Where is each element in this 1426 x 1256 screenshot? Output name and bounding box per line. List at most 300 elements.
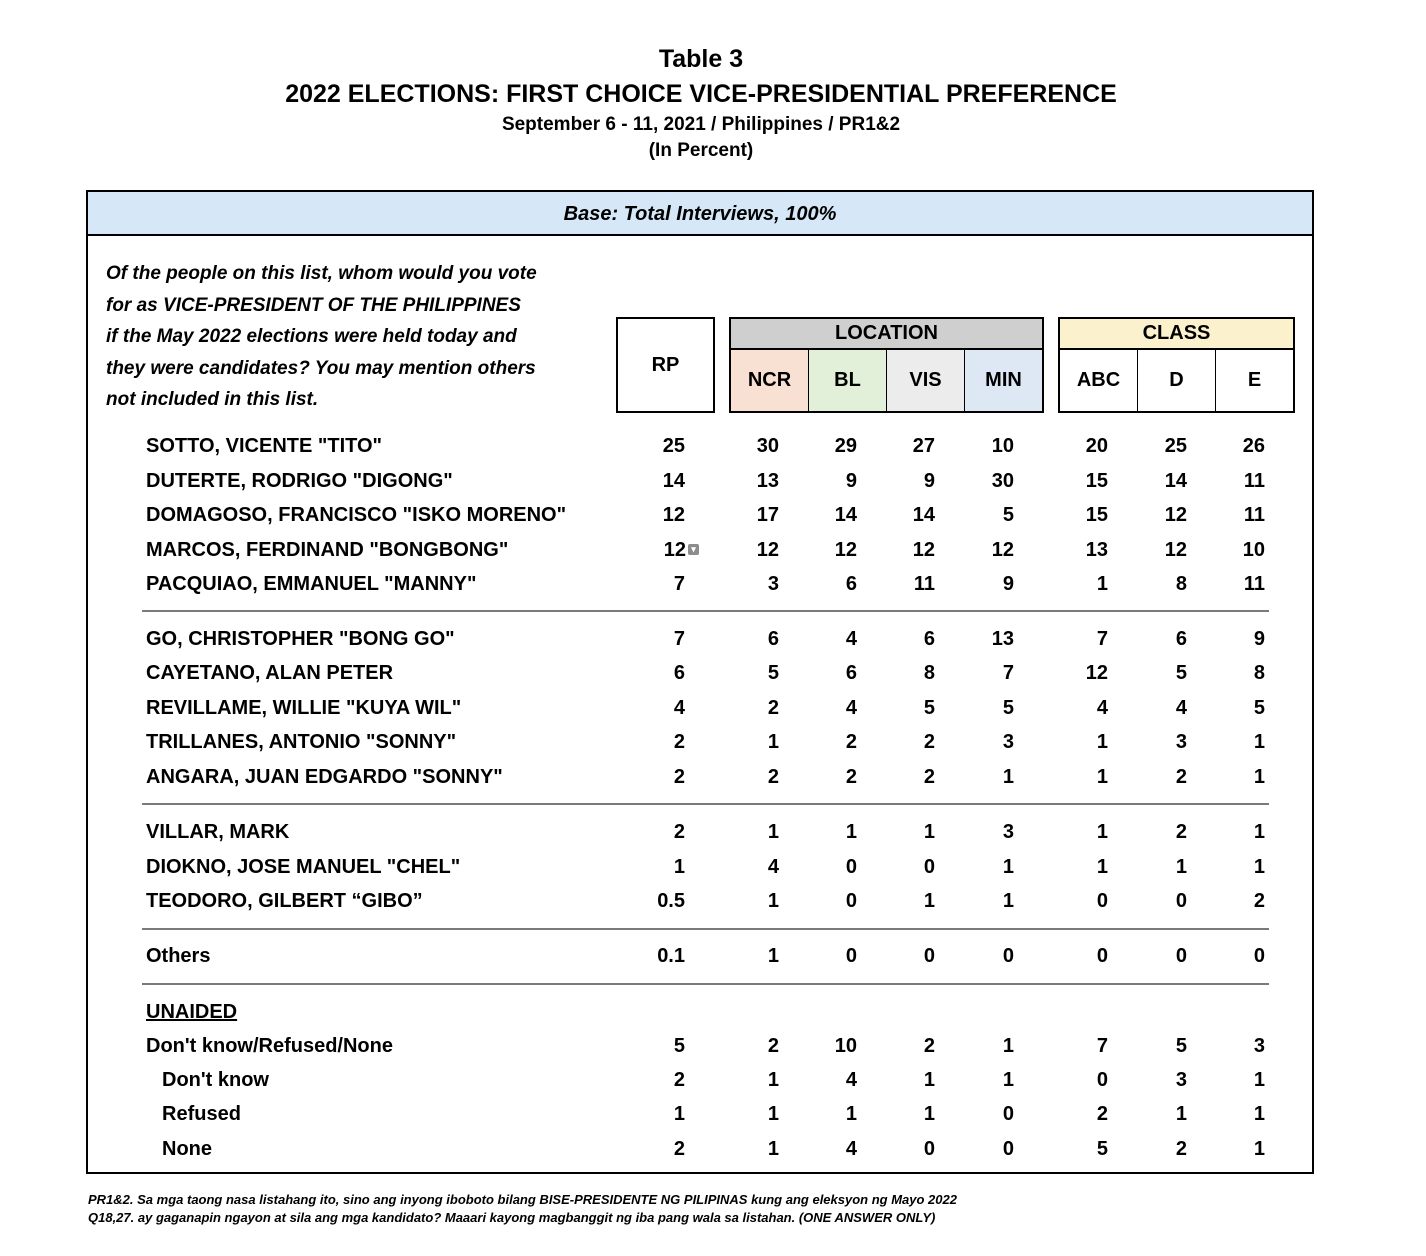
cell-value: 2	[1175, 766, 1187, 788]
cell-value: 2	[845, 766, 857, 788]
d-header: D	[1138, 350, 1216, 411]
value-e	[1205, 693, 1265, 723]
cell-value: 1	[845, 1103, 857, 1125]
value-bl	[797, 500, 857, 530]
cell-value: 4	[845, 1138, 857, 1160]
ncr-header: NCR	[731, 350, 809, 411]
value-min	[954, 431, 1014, 461]
footnote	[88, 1191, 957, 1227]
question-line: not included in this list.	[106, 389, 319, 410]
cell-value: 1	[1253, 821, 1265, 843]
cell-value: 3	[1253, 1035, 1265, 1057]
question-line: they were candidates? You may mention others	[106, 357, 536, 379]
cell-value: 1	[1253, 1103, 1265, 1125]
value-e	[1205, 852, 1265, 882]
row-label: VILLAR, MARK	[146, 821, 290, 843]
cell-value: 7	[673, 573, 685, 595]
table-row	[0, 852, 1426, 882]
table-row	[0, 1099, 1426, 1129]
value-min	[954, 886, 1014, 916]
value-rp	[625, 624, 685, 654]
cell-value: 1	[673, 856, 685, 878]
cell-value: 7	[1096, 628, 1108, 650]
value-ncr	[719, 1134, 779, 1164]
cell-value: 15	[1085, 504, 1108, 526]
cell-value: 5	[1002, 504, 1014, 526]
value-ncr	[719, 431, 779, 461]
value-bl	[797, 693, 857, 723]
cell-value: 1	[1002, 890, 1014, 912]
table-row	[0, 693, 1426, 723]
cell-value: 2	[923, 766, 935, 788]
cell-value: 6	[767, 628, 779, 650]
value-ncr	[719, 852, 779, 882]
cell-value: 0	[1002, 1103, 1014, 1125]
value-min	[954, 727, 1014, 757]
value-min	[954, 569, 1014, 599]
table-row	[0, 500, 1426, 530]
abc-header: ABC	[1060, 350, 1138, 411]
cell-value: 1	[767, 1138, 779, 1160]
cell-value: 13	[991, 628, 1014, 650]
value-vis	[875, 817, 935, 847]
cell-value: 1	[1002, 1035, 1014, 1057]
value-vis	[875, 500, 935, 530]
value-bl	[797, 852, 857, 882]
cell-value: 0	[1002, 1138, 1014, 1160]
cell-value: 3	[1002, 731, 1014, 753]
cell-value: 7	[1096, 1035, 1108, 1057]
value-bl	[797, 535, 857, 565]
value-min	[954, 1099, 1014, 1129]
value-d	[1127, 1134, 1187, 1164]
cell-value: 2	[673, 1138, 685, 1160]
value-min	[954, 817, 1014, 847]
value-vis	[875, 624, 935, 654]
value-vis	[875, 852, 935, 882]
table-row	[0, 431, 1426, 461]
row-label: SOTTO, VICENTE "TITO"	[146, 435, 383, 457]
unit-label: (In Percent)	[648, 140, 754, 161]
value-rp	[625, 658, 685, 688]
cell-value: 14	[912, 504, 935, 526]
value-bl	[797, 941, 857, 971]
table-row	[0, 941, 1426, 971]
cell-value: 2	[673, 766, 685, 788]
cell-value: 1	[923, 890, 935, 912]
table-row	[0, 569, 1426, 599]
question-line: if the May 2022 elections were held today and	[106, 326, 517, 347]
cell-value: 4	[845, 1069, 857, 1091]
value-e	[1205, 817, 1265, 847]
row-label: None	[162, 1138, 212, 1160]
value-min	[954, 762, 1014, 792]
value-ncr	[719, 535, 779, 565]
value-d	[1127, 535, 1187, 565]
value-abc	[1048, 1031, 1108, 1061]
cell-value: 25	[1164, 435, 1187, 457]
cell-value: 2	[1253, 890, 1265, 912]
cell-value: 9	[1002, 573, 1014, 595]
cell-value: 12	[834, 539, 857, 561]
cell-value: 10	[991, 435, 1014, 457]
cell-value: 30	[991, 470, 1014, 492]
value-rp	[625, 941, 685, 971]
table-row	[0, 658, 1426, 688]
cell-value: 7	[673, 628, 685, 650]
cell-value: 5	[923, 697, 935, 719]
cell-value: 0	[1175, 945, 1187, 967]
value-e	[1205, 1099, 1265, 1129]
table-row	[0, 624, 1426, 654]
value-d	[1127, 727, 1187, 757]
row-group-divider	[142, 983, 1269, 985]
value-bl	[797, 431, 857, 461]
cell-value: 1	[845, 821, 857, 843]
value-e	[1205, 500, 1265, 530]
value-abc	[1048, 693, 1108, 723]
cell-value: 20	[1085, 435, 1108, 457]
row-label: CAYETANO, ALAN PETER	[146, 662, 394, 684]
cell-value: 1	[1175, 1103, 1187, 1125]
value-min	[954, 1031, 1014, 1061]
cell-value: 2	[673, 821, 685, 843]
row-group-divider	[142, 803, 1269, 805]
rp-header: RP	[651, 353, 680, 376]
value-vis	[875, 693, 935, 723]
value-d	[1127, 658, 1187, 688]
value-vis	[875, 727, 935, 757]
row-label: TRILLANES, ANTONIO "SONNY"	[146, 731, 457, 753]
cell-value: 2	[673, 1069, 685, 1091]
value-rp	[625, 1134, 685, 1164]
cell-value: 1	[1253, 766, 1265, 788]
value-ncr	[719, 658, 779, 688]
value-ncr	[719, 1065, 779, 1095]
value-abc	[1048, 500, 1108, 530]
value-abc	[1048, 658, 1108, 688]
value-abc	[1048, 535, 1108, 565]
row-label: Refused	[162, 1103, 241, 1125]
value-rp	[625, 466, 685, 496]
cell-value: 1	[1253, 1138, 1265, 1160]
value-min	[954, 1065, 1014, 1095]
row-label: DOMAGOSO, FRANCISCO "ISKO MORENO"	[146, 504, 567, 526]
value-bl	[797, 466, 857, 496]
cell-value: 8	[923, 662, 935, 684]
value-vis	[875, 1065, 935, 1095]
base-label: Base: Total Interviews, 100%	[88, 192, 1312, 236]
value-d	[1127, 852, 1187, 882]
value-bl	[797, 658, 857, 688]
cell-value: 1	[767, 1103, 779, 1125]
cell-value: 1	[1096, 573, 1108, 595]
cell-value: 2	[923, 1035, 935, 1057]
value-e	[1205, 727, 1265, 757]
value-bl	[797, 762, 857, 792]
cell-value: 4	[845, 628, 857, 650]
row-label: GO, CHRISTOPHER "BONG GO"	[146, 628, 455, 650]
row-label: UNAIDED	[146, 1001, 238, 1023]
cell-value: 1	[767, 945, 779, 967]
value-abc	[1048, 1134, 1108, 1164]
table-row	[0, 997, 1426, 1027]
value-abc	[1048, 941, 1108, 971]
value-vis	[875, 466, 935, 496]
value-ncr	[719, 569, 779, 599]
cell-value: 14	[834, 504, 857, 526]
value-abc	[1048, 886, 1108, 916]
row-group-divider	[142, 610, 1269, 612]
value-vis	[875, 886, 935, 916]
question-line: for as VICE-PRESIDENT OF THE PHILIPPINES	[106, 294, 521, 316]
value-e	[1205, 1065, 1265, 1095]
cell-value: 0.1	[657, 945, 685, 967]
table-row	[0, 1134, 1426, 1164]
value-abc	[1048, 817, 1108, 847]
row-label: DUTERTE, RODRIGO "DIGONG"	[146, 470, 453, 492]
value-min	[954, 941, 1014, 971]
cell-value: 14	[662, 470, 685, 492]
value-bl	[797, 1031, 857, 1061]
cell-value: 1	[1002, 856, 1014, 878]
value-d	[1127, 886, 1187, 916]
value-bl	[797, 624, 857, 654]
value-vis	[875, 1031, 935, 1061]
cell-value: 3	[1175, 1069, 1187, 1091]
table-row	[0, 762, 1426, 792]
cell-value: 14	[1164, 470, 1187, 492]
value-ncr	[719, 1099, 779, 1129]
value-rp	[625, 1065, 685, 1095]
row-label: MARCOS, FERDINAND "BONGBONG"	[146, 539, 509, 561]
cell-value: 29	[834, 435, 857, 457]
cell-value: 26	[1242, 435, 1265, 457]
cell-value: 27	[912, 435, 935, 457]
value-e	[1205, 658, 1265, 688]
cell-value: 0	[923, 856, 935, 878]
value-bl	[797, 569, 857, 599]
value-abc	[1048, 1099, 1108, 1129]
value-min	[954, 658, 1014, 688]
value-d	[1127, 431, 1187, 461]
cell-value: 2	[1096, 1103, 1108, 1125]
cell-value: 2	[673, 731, 685, 753]
value-vis	[875, 1099, 935, 1129]
value-abc	[1048, 727, 1108, 757]
value-abc	[1048, 1065, 1108, 1095]
value-abc	[1048, 431, 1108, 461]
value-bl	[797, 1099, 857, 1129]
table-row	[0, 886, 1426, 916]
value-ncr	[719, 817, 779, 847]
value-rp	[625, 817, 685, 847]
cell-value: 3	[1002, 821, 1014, 843]
cell-value: 1	[1253, 856, 1265, 878]
value-rp	[625, 886, 685, 916]
cell-value: 1	[1002, 766, 1014, 788]
cell-value: 0.5	[657, 890, 685, 912]
cell-value: 1	[923, 821, 935, 843]
cell-value: 12	[662, 504, 685, 526]
cell-value: 2	[923, 731, 935, 753]
value-abc	[1048, 569, 1108, 599]
cell-value: 5	[1096, 1138, 1108, 1160]
cell-value: 5	[1002, 697, 1014, 719]
value-min	[954, 466, 1014, 496]
cell-value: 1	[923, 1103, 935, 1125]
value-rp	[625, 1099, 685, 1129]
cell-value: 0	[1096, 945, 1108, 967]
cell-value: 0	[1002, 945, 1014, 967]
value-min	[954, 693, 1014, 723]
cell-value: 4	[1096, 697, 1108, 719]
cell-value: 12	[756, 539, 779, 561]
cell-value: 0	[923, 945, 935, 967]
comment-icon[interactable]: ▾	[688, 544, 699, 555]
value-ncr	[719, 500, 779, 530]
cell-value: 1	[923, 1069, 935, 1091]
value-d	[1127, 500, 1187, 530]
value-ncr	[719, 1031, 779, 1061]
table-row	[0, 817, 1426, 847]
value-d	[1127, 1031, 1187, 1061]
row-label: DIOKNO, JOSE MANUEL "CHEL"	[146, 856, 461, 878]
cell-value: 0	[923, 1138, 935, 1160]
value-d	[1127, 569, 1187, 599]
cell-value: 12	[663, 539, 686, 561]
value-ncr	[719, 466, 779, 496]
row-label: TEODORO, GILBERT “GIBO”	[146, 890, 423, 912]
cell-value: 1	[1096, 821, 1108, 843]
row-label: Don't know/Refused/None	[146, 1035, 393, 1057]
cell-value: 12	[1164, 504, 1187, 526]
cell-value: 5	[673, 1035, 685, 1057]
value-e	[1205, 941, 1265, 971]
value-rp	[625, 693, 685, 723]
cell-value: 12	[1164, 539, 1187, 561]
cell-value: 4	[845, 697, 857, 719]
value-vis	[875, 658, 935, 688]
table-row	[0, 1031, 1426, 1061]
footnote-line: PR1&2. Sa mga taong nasa listahang ito, sino ang inyong iboboto bilang BISE-PRESIDENTE NG PILIPINAS kung ang eleksyon ng Mayo 2022	[88, 1192, 957, 1207]
cell-value: 30	[756, 435, 779, 457]
cell-value: 6	[1175, 628, 1187, 650]
cell-value: 6	[923, 628, 935, 650]
value-min	[954, 535, 1014, 565]
cell-value: 11	[1243, 504, 1265, 526]
value-e	[1205, 431, 1265, 461]
value-min	[954, 624, 1014, 654]
table-row	[0, 727, 1426, 757]
value-rp	[625, 1031, 685, 1061]
table-number: Table 3	[658, 45, 744, 73]
value-abc	[1048, 466, 1108, 496]
value-e	[1205, 1031, 1265, 1061]
cell-value: 1	[1096, 731, 1108, 753]
value-d	[1127, 762, 1187, 792]
cell-value: 1	[767, 1069, 779, 1091]
cell-value: 9	[1253, 628, 1265, 650]
cell-value: 0	[1253, 945, 1265, 967]
cell-value: 9	[923, 470, 935, 492]
table-title: 2022 ELECTIONS: FIRST CHOICE VICE-PRESIDENTIAL PREFERENCE	[285, 80, 1117, 108]
cell-value: 2	[1175, 821, 1187, 843]
value-bl	[797, 1134, 857, 1164]
value-rp	[625, 431, 685, 461]
class-group-header: CLASS	[1060, 319, 1293, 350]
value-abc	[1048, 624, 1108, 654]
value-d	[1127, 1065, 1187, 1095]
row-label: Don't know	[162, 1069, 269, 1091]
cell-value: 6	[845, 662, 857, 684]
cell-value: 2	[845, 731, 857, 753]
value-e	[1205, 886, 1265, 916]
value-bl	[797, 1065, 857, 1095]
value-e	[1205, 762, 1265, 792]
value-ncr	[719, 886, 779, 916]
table-row	[0, 535, 1426, 565]
table-subtitle: September 6 - 11, 2021 / Philippines / PR1&2	[501, 114, 901, 135]
value-e	[1205, 569, 1265, 599]
value-d	[1127, 1099, 1187, 1129]
value-e	[1205, 535, 1265, 565]
cell-value: 5	[1175, 1035, 1187, 1057]
cell-value: 1	[767, 821, 779, 843]
cell-value: 2	[767, 697, 779, 719]
cell-value: 1	[673, 1103, 685, 1125]
cell-value: 6	[845, 573, 857, 595]
cell-value: 10	[1242, 539, 1265, 561]
row-group-divider	[142, 928, 1269, 930]
value-e	[1205, 1134, 1265, 1164]
value-vis	[875, 569, 935, 599]
cell-value: 12	[1085, 662, 1108, 684]
cell-value: 3	[1175, 731, 1187, 753]
value-bl	[797, 886, 857, 916]
cell-value: 1	[1096, 856, 1108, 878]
cell-value: 9	[845, 470, 857, 492]
cell-value: 1	[1002, 1069, 1014, 1091]
cell-value: 10	[834, 1035, 857, 1057]
cell-value: 8	[1253, 662, 1265, 684]
value-ncr	[719, 941, 779, 971]
cell-value: 2	[1175, 1138, 1187, 1160]
cell-value: 1	[1175, 856, 1187, 878]
cell-value: 1	[767, 890, 779, 912]
cell-value: 13	[756, 470, 779, 492]
value-abc	[1048, 762, 1108, 792]
cell-value: 5	[767, 662, 779, 684]
value-vis	[875, 1134, 935, 1164]
value-min	[954, 500, 1014, 530]
cell-value: 1	[767, 731, 779, 753]
cell-value: 5	[1253, 697, 1265, 719]
cell-value: 25	[662, 435, 685, 457]
location-group-header: LOCATION	[731, 319, 1042, 350]
table-row	[0, 466, 1426, 496]
cell-value: 12	[991, 539, 1014, 561]
cell-value: 1	[1253, 1069, 1265, 1091]
min-header: MIN	[965, 350, 1042, 411]
value-d	[1127, 817, 1187, 847]
value-ncr	[719, 727, 779, 757]
value-d	[1127, 624, 1187, 654]
cell-value: 11	[1243, 470, 1265, 492]
value-rp	[625, 852, 685, 882]
value-ncr	[719, 762, 779, 792]
cell-value: 0	[1096, 1069, 1108, 1091]
